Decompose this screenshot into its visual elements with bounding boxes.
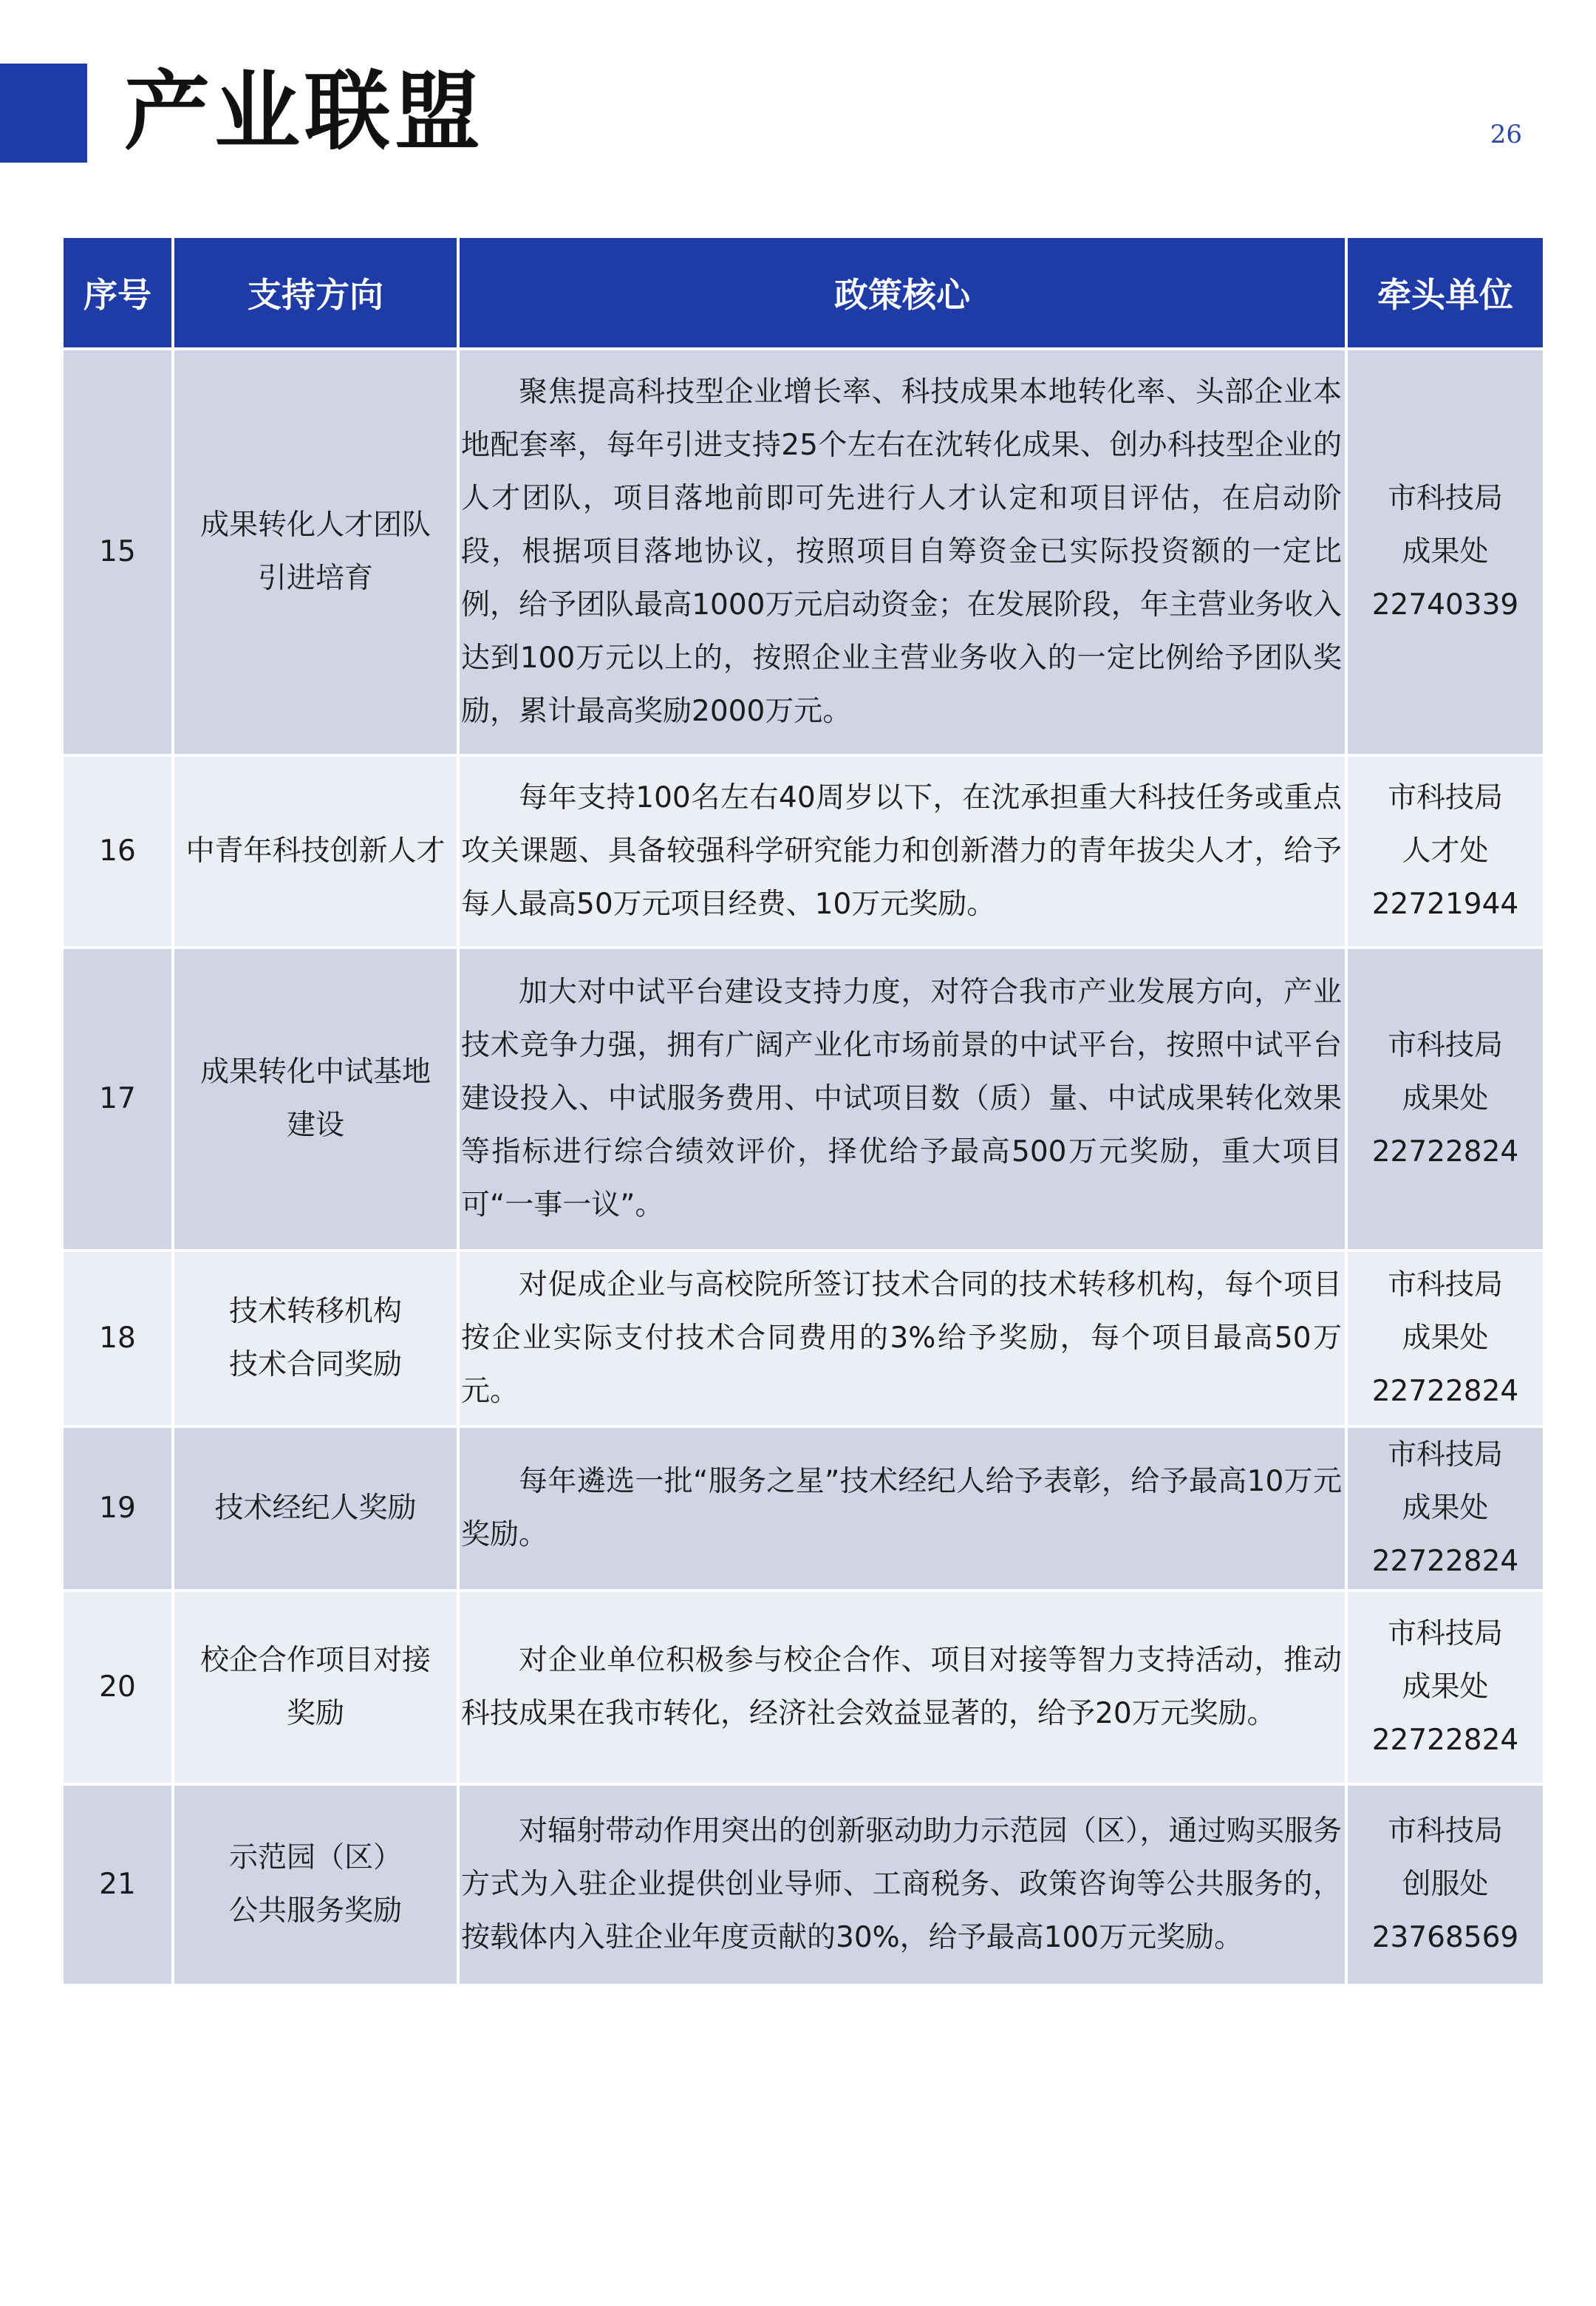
support-direction bbox=[173, 349, 458, 755]
policy-core: 加大对中试平台建设支持力度，对符合我市产业发展方向，产业技术竞争力强，拥有广阔产业化市场前景的中试平台，按照中试平台建设投入、中试服务费用、中试项目数（质）量、中试成果转化效果等指标进行综合绩效评价，择优给予最高500万元奖励，重大项目可“一事一议”。 bbox=[458, 948, 1346, 1251]
lead-unit-dept: 市科技局 bbox=[1387, 1617, 1503, 1650]
page-title: 产业联盟 bbox=[124, 62, 485, 162]
support-direction-line: 技术转移机构 bbox=[228, 1295, 402, 1328]
support-direction-line: 示范园（区） bbox=[228, 1841, 402, 1874]
title-accent-block bbox=[0, 64, 87, 163]
support-direction bbox=[173, 1784, 458, 1985]
lead-unit-office: 成果处 bbox=[1402, 1492, 1489, 1525]
lead-unit-phone: 22740339 bbox=[1371, 588, 1519, 622]
table-header-row bbox=[62, 237, 1544, 349]
lead-unit bbox=[1346, 948, 1544, 1251]
support-direction-line: 奖励 bbox=[286, 1697, 344, 1730]
support-direction bbox=[173, 1426, 458, 1591]
support-direction-line: 技术合同奖励 bbox=[228, 1348, 402, 1381]
lead-unit bbox=[1346, 1426, 1544, 1591]
lead-unit-dept: 市科技局 bbox=[1387, 1268, 1503, 1302]
lead-unit bbox=[1346, 1784, 1544, 1985]
row-number: 17 bbox=[62, 948, 173, 1251]
lead-unit-phone: 22721944 bbox=[1371, 888, 1519, 921]
lead-unit-phone: 22722824 bbox=[1371, 1375, 1519, 1408]
lead-unit-dept: 市科技局 bbox=[1387, 781, 1503, 814]
lead-unit-phone: 23768569 bbox=[1371, 1921, 1519, 1954]
table-row bbox=[62, 349, 1544, 755]
lead-unit-office: 人才处 bbox=[1402, 834, 1489, 868]
policy-core: 每年遴选一批“服务之星”技术经纪人给予表彰，给予最高10万元奖励。 bbox=[458, 1426, 1346, 1591]
support-direction-line: 成果转化人才团队 bbox=[200, 509, 431, 542]
row-number: 18 bbox=[62, 1251, 173, 1426]
support-direction-line: 建设 bbox=[286, 1109, 344, 1142]
table-row bbox=[62, 1426, 1544, 1591]
lead-unit-phone: 22722824 bbox=[1371, 1135, 1519, 1169]
support-direction bbox=[173, 1251, 458, 1426]
lead-unit-office: 成果处 bbox=[1402, 535, 1489, 568]
support-direction-line: 校企合作项目对接 bbox=[200, 1644, 431, 1677]
support-direction-line: 技术经纪人奖励 bbox=[214, 1492, 417, 1525]
column-header-core: 政策核心 bbox=[458, 237, 1346, 349]
lead-unit-phone: 22722824 bbox=[1371, 1724, 1519, 1757]
policy-core: 聚焦提高科技型企业增长率、科技成果本地转化率、头部企业本地配套率，每年引进支持25个左右在沈转化成果、创办科技型企业的人才团队，项目落地前即可先进行人才认定和项目评估，在启动阶段，根据项目落地协议，按照项目自筹资金已实际投资额的一定比例，给予团队最高1000万元启动资金；在发展阶段，年主营业务收入达到100万元以上的，按照企业主营业务收入的一定比例给予团队奖励，累计最高奖励2000万元。 bbox=[458, 349, 1346, 755]
policy-core: 对促成企业与高校院所签订技术合同的技术转移机构，每个项目按企业实际支付技术合同费用的3%给予奖励，每个项目最高50万元。 bbox=[458, 1251, 1346, 1426]
column-header-lead: 牵头单位 bbox=[1346, 237, 1544, 349]
lead-unit bbox=[1346, 1591, 1544, 1784]
lead-unit-dept: 市科技局 bbox=[1387, 482, 1503, 515]
policy-core: 每年支持100名左右40周岁以下，在沈承担重大科技任务或重点攻关课题、具备较强科学研究能力和创新潜力的青年拔尖人才，给予每人最高50万元项目经费、10万元奖励。 bbox=[458, 755, 1346, 948]
lead-unit-office: 成果处 bbox=[1402, 1670, 1489, 1704]
support-direction bbox=[173, 755, 458, 948]
table-row bbox=[62, 948, 1544, 1251]
row-number: 20 bbox=[62, 1591, 173, 1784]
policy-core: 对辐射带动作用突出的创新驱动助力示范园（区），通过购买服务方式为入驻企业提供创业导师、工商税务、政策咨询等公共服务的，按载体内入驻企业年度贡献的30%，给予最高100万元奖励。 bbox=[458, 1784, 1346, 1985]
column-header-direction: 支持方向 bbox=[173, 237, 458, 349]
lead-unit-dept: 市科技局 bbox=[1387, 1814, 1503, 1848]
lead-unit bbox=[1346, 1251, 1544, 1426]
lead-unit-office: 成果处 bbox=[1402, 1082, 1489, 1115]
lead-unit-dept: 市科技局 bbox=[1387, 1438, 1503, 1472]
row-number: 15 bbox=[62, 349, 173, 755]
support-direction-line: 公共服务奖励 bbox=[228, 1894, 402, 1928]
row-number: 19 bbox=[62, 1426, 173, 1591]
lead-unit-dept: 市科技局 bbox=[1387, 1029, 1503, 1062]
table-row bbox=[62, 1591, 1544, 1784]
support-direction bbox=[173, 1591, 458, 1784]
page-number: 26 bbox=[1490, 120, 1522, 149]
lead-unit bbox=[1346, 755, 1544, 948]
support-direction-line: 中青年科技创新人才 bbox=[185, 834, 446, 868]
lead-unit-office: 成果处 bbox=[1402, 1322, 1489, 1355]
lead-unit-office: 创服处 bbox=[1402, 1868, 1489, 1901]
support-direction bbox=[173, 948, 458, 1251]
support-direction-line: 成果转化中试基地 bbox=[200, 1055, 431, 1089]
policy-core: 对企业单位积极参与校企合作、项目对接等智力支持活动，推动科技成果在我市转化，经济社会效益显著的，给予20万元奖励。 bbox=[458, 1591, 1346, 1784]
lead-unit bbox=[1346, 349, 1544, 755]
lead-unit-phone: 22722824 bbox=[1371, 1545, 1519, 1578]
table-row bbox=[62, 1784, 1544, 1985]
row-number: 16 bbox=[62, 755, 173, 948]
policy-table bbox=[61, 235, 1546, 1987]
support-direction-line: 引进培育 bbox=[257, 562, 373, 595]
table-row bbox=[62, 1251, 1544, 1426]
row-number: 21 bbox=[62, 1784, 173, 1985]
table-row bbox=[62, 755, 1544, 948]
column-header-no: 序号 bbox=[62, 237, 173, 349]
